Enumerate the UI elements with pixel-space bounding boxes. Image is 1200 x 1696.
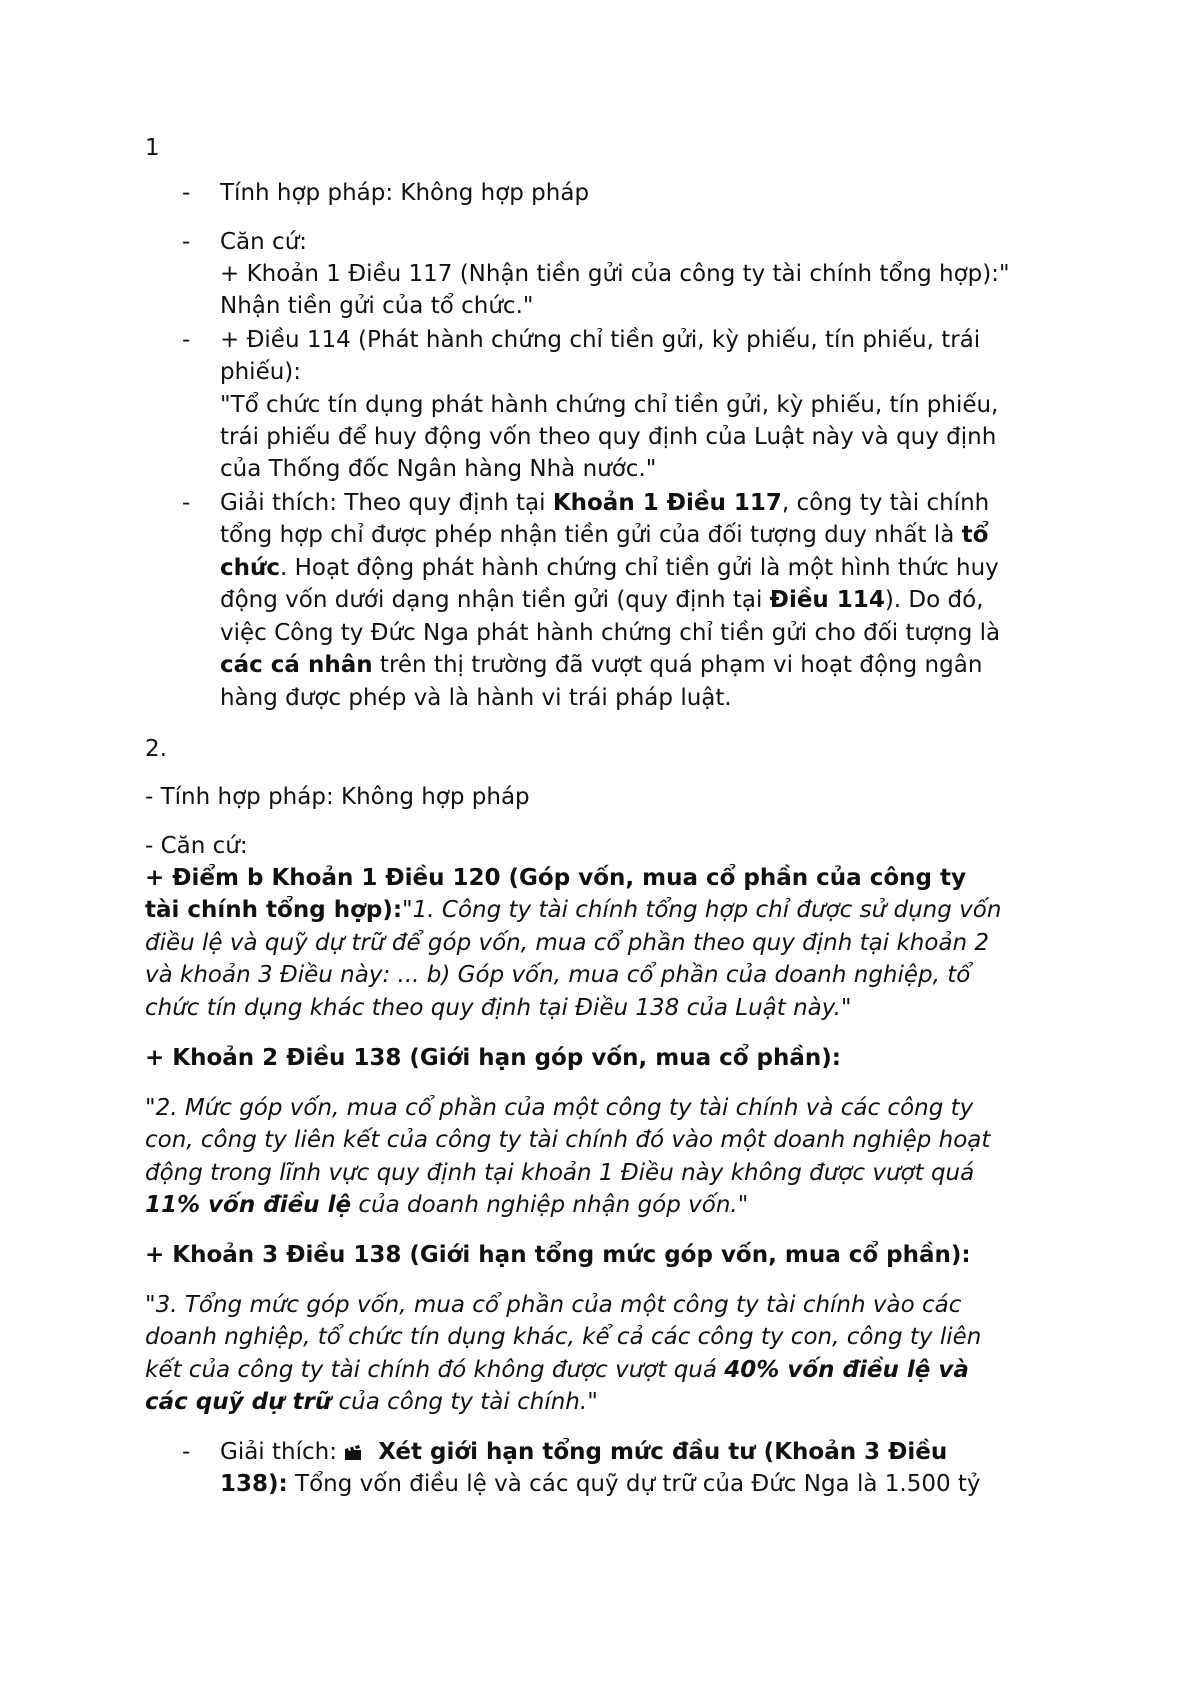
section-1-basis-label: Căn cứ: bbox=[220, 229, 308, 255]
article-138-2-quote: con, công ty liên kết của công ty tài chính đó vào một doanh nghiệp hoạt bbox=[145, 1127, 991, 1153]
section-2-legality: - Tính hợp pháp: Không hợp pháp bbox=[145, 784, 530, 810]
clapperboard-icon bbox=[344, 1437, 362, 1452]
article-114-quote: của Thống đốc Ngân hàng Nhà nước." bbox=[220, 456, 657, 482]
section-1-explanation: chức. Hoạt động phát hành chứng chỉ tiền gửi là một hình thức huy bbox=[220, 555, 999, 581]
section-1-explanation: việc Công ty Đức Nga phát hành chứng chỉ tiền gửi cho đối tượng là bbox=[220, 620, 1001, 646]
bullet-dash: - bbox=[182, 180, 191, 206]
article-120-text: và khoản 3 Điều này: ... b) Góp vốn, mua cổ phần của doanh nghiệp, tổ bbox=[145, 962, 971, 988]
article-120-text: điều lệ và quỹ dự trữ để góp vốn, mua cổ phần theo quy định tại khoản 2 bbox=[145, 930, 990, 956]
section-1-number: 1 bbox=[145, 135, 160, 161]
section-1-explanation: hàng được phép và là hành vi trái pháp luật. bbox=[220, 685, 732, 711]
article-114-heading: phiếu): bbox=[220, 359, 302, 385]
bullet-dash: - bbox=[182, 1439, 191, 1465]
article-138-3-quote: doanh nghiệp, tổ chức tín dụng khác, kể cả các công ty con, công ty liên bbox=[145, 1324, 982, 1350]
article-120-text: chức tín dụng khác theo quy định tại Điều 138 của Luật này." bbox=[145, 995, 852, 1021]
article-114-quote: "Tổ chức tín dụng phát hành chứng chỉ tiền gửi, kỳ phiếu, tín phiếu, bbox=[220, 392, 999, 418]
section-1-explanation: tổng hợp chỉ được phép nhận tiền gửi của đối tượng duy nhất là tổ bbox=[220, 522, 989, 548]
section-1-basis-line: + Khoản 1 Điều 117 (Nhận tiền gửi của công ty tài chính tổng hợp):" bbox=[220, 261, 1010, 287]
section-1-legality: Tính hợp pháp: Không hợp pháp bbox=[220, 180, 590, 206]
article-138-3-quote: các quỹ dự trữ của công ty tài chính." bbox=[145, 1389, 598, 1415]
section-2-explanation: Giải thích: Xét giới hạn tổng mức đầu tư (Khoản 3 Điều bbox=[220, 1439, 948, 1465]
section-1-explanation: động vốn dưới dạng nhận tiền gửi (quy định tại Điều 114). Do đó, bbox=[220, 587, 984, 613]
bullet-dash: - bbox=[182, 229, 191, 255]
article-114-quote: trái phiếu để huy động vốn theo quy định của Luật này và quy định bbox=[220, 424, 997, 450]
section-1-explanation: Giải thích: Theo quy định tại Khoản 1 Điều 117, công ty tài chính bbox=[220, 490, 990, 516]
section-1-basis-line: Nhận tiền gửi của tổ chức." bbox=[220, 293, 534, 319]
article-138-2-heading: + Khoản 2 Điều 138 (Giới hạn góp vốn, mua cổ phần): bbox=[145, 1045, 841, 1071]
article-120-heading: + Điểm b Khoản 1 Điều 120 (Góp vốn, mua cổ phần của công ty bbox=[145, 865, 966, 891]
article-138-3-heading: + Khoản 3 Điều 138 (Giới hạn tổng mức góp vốn, mua cổ phần): bbox=[145, 1242, 971, 1268]
bullet-dash: - bbox=[182, 327, 191, 353]
article-120-text: tài chính tổng hợp):"1. Công ty tài chính tổng hợp chỉ được sử dụng vốn bbox=[145, 897, 1002, 923]
section-2-basis-label: - Căn cứ: bbox=[145, 833, 248, 859]
article-138-2-quote: "2. Mức góp vốn, mua cổ phần của một công ty tài chính và các công ty bbox=[145, 1095, 974, 1121]
section-2-explanation: 138): Tổng vốn điều lệ và các quỹ dự trữ của Đức Nga là 1.500 tỷ bbox=[220, 1471, 981, 1497]
article-138-3-quote: kết của công ty tài chính đó không được vượt quá 40% vốn điều lệ và bbox=[145, 1357, 969, 1383]
article-114-heading: + Điều 114 (Phát hành chứng chỉ tiền gửi, kỳ phiếu, tín phiếu, trái bbox=[220, 327, 981, 353]
section-2-number: 2. bbox=[145, 736, 167, 762]
bullet-dash: - bbox=[182, 490, 191, 516]
section-1-explanation: các cá nhân trên thị trường đã vượt quá phạm vi hoạt động ngân bbox=[220, 652, 983, 678]
article-138-2-quote: động trong lĩnh vực quy định tại khoản 1 Điều này không được vượt quá bbox=[145, 1160, 975, 1186]
article-138-3-quote: "3. Tổng mức góp vốn, mua cổ phần của một công ty tài chính vào các bbox=[145, 1292, 962, 1318]
article-138-2-quote: 11% vốn điều lệ của doanh nghiệp nhận góp vốn." bbox=[145, 1192, 749, 1218]
